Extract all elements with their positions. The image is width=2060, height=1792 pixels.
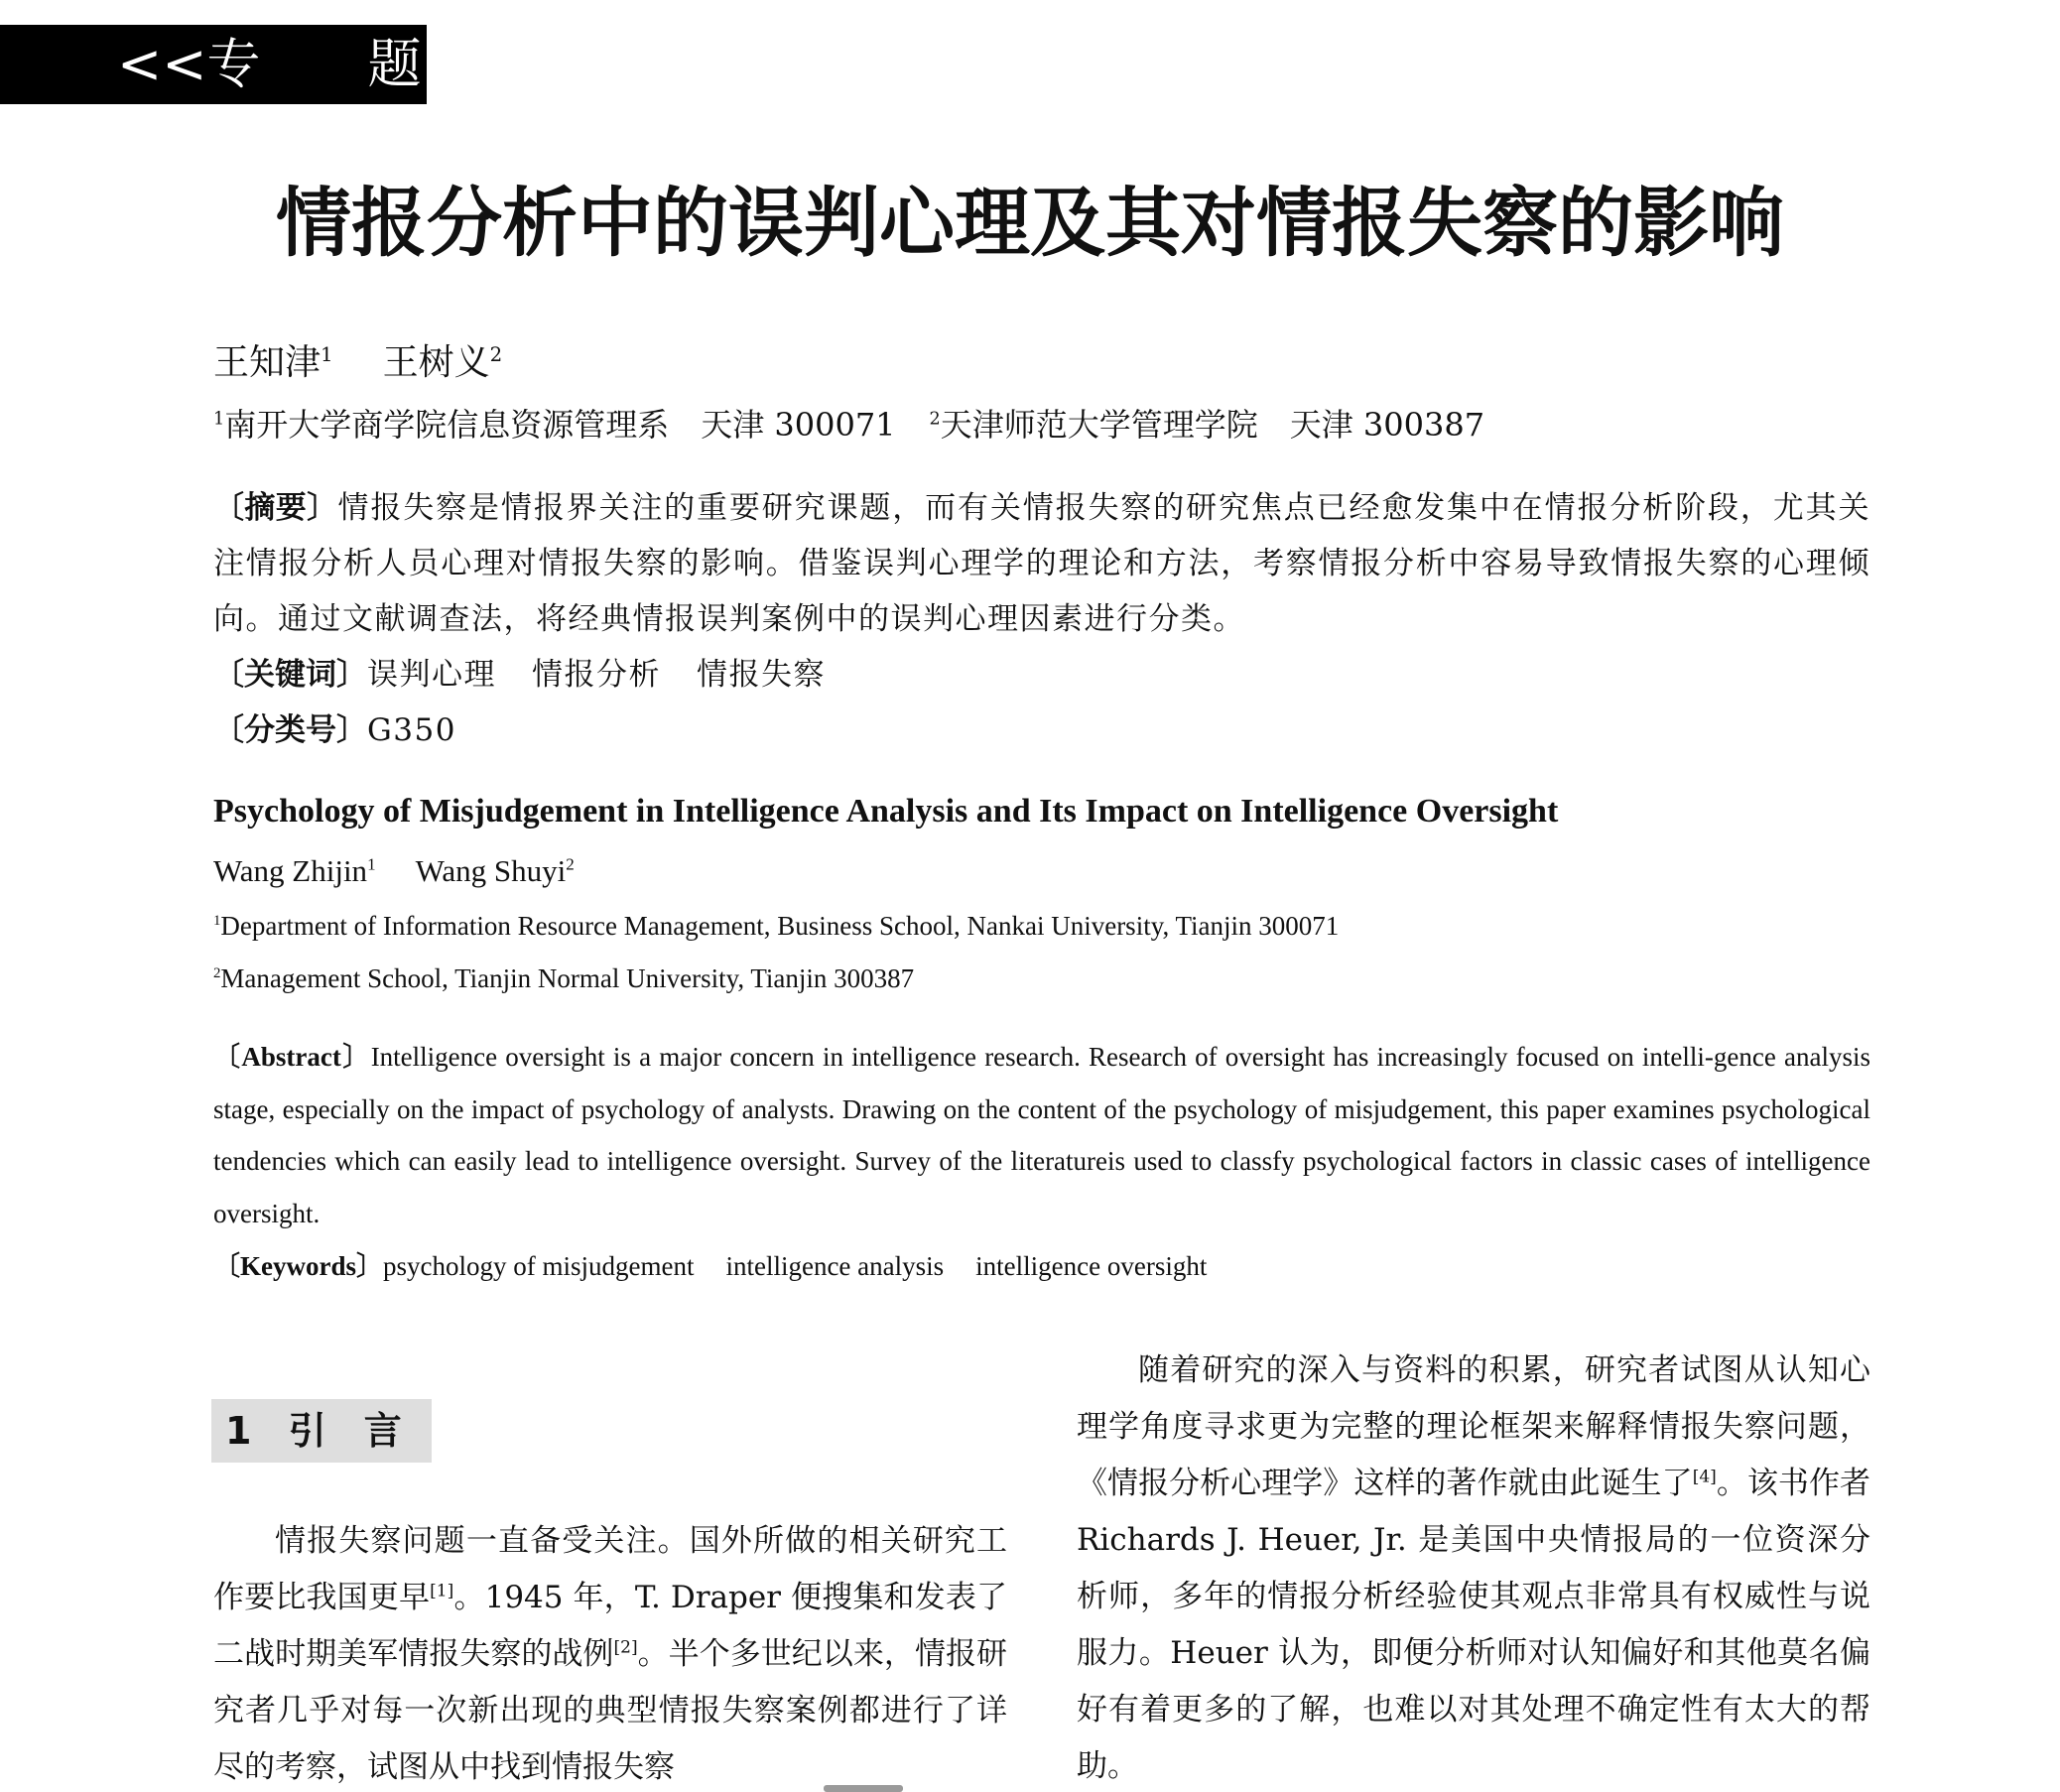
- body-text: 。1945 年，T. Draper 便搜集和发表了二战时期美军情报失察的战例: [213, 1580, 1007, 1672]
- affiliation-mark: 1: [213, 913, 221, 929]
- keyword-item-en: intelligence analysis: [725, 1251, 945, 1281]
- body-text: 情报失察问题一直备受关注。国外所做的相关研究工作要比我国更早: [213, 1523, 1007, 1615]
- classification-label: 〔分类号〕: [213, 712, 367, 748]
- section-number: 1: [225, 1409, 252, 1453]
- affiliation-en-2: [213, 952, 914, 1005]
- classification-number: [213, 703, 456, 758]
- keywords-cn: [213, 647, 826, 703]
- section-tab-back-link[interactable]: <<专 题: [0, 25, 427, 104]
- affiliation-text: 南开大学商学院信息资源管理系 天津 300071: [224, 406, 896, 444]
- abstract-cn: [213, 480, 1870, 647]
- section-heading: [211, 1399, 432, 1463]
- keyword-item: 情报分析: [532, 657, 661, 693]
- body-column-left: [213, 1513, 1007, 1792]
- abstract-en: [213, 1031, 1870, 1239]
- affiliations-cn: [213, 397, 1484, 452]
- citation-mark: [4]: [1692, 1467, 1717, 1487]
- abstract-cn-text: 情报失察是情报界关注的重要研究课题，而有关情报失察的研究焦点已经愈发集中在情报分析阶段，尤其关注情报分析人员心理对情报失察的影响。借鉴误判心理学的理论和方法，考察情报分析中容易导致情报失察的心理倾向。通过文献调查法，将经典情报误判案例中的误判心理因素进行分类。: [213, 490, 1870, 637]
- scrollbar-thumb[interactable]: [824, 1785, 903, 1792]
- keyword-item-en: intelligence oversight: [975, 1251, 1208, 1281]
- abstract-en-label: 〔Abstract〕: [213, 1042, 371, 1072]
- body-paragraph: [1077, 1343, 1870, 1792]
- body-column-right: [1077, 1343, 1870, 1792]
- affiliation-text-en: Management School, Tianjin Normal University, Tianjin 300387: [220, 963, 915, 993]
- body-text: 。该书作者 Richards J. Heuer, Jr. 是美国中央情报局的一位资深分析师，多年的情报分析经验使其观点非常具有权威性与说服力。Heuer 认为，即便分析师对认知偏好和其他莫名偏好有着更多的了解，也难以对其处理不确定性有太大的帮助。: [1077, 1466, 1870, 1784]
- affiliation-mark: 1: [213, 409, 225, 430]
- author-affiliation-mark: 1: [367, 854, 376, 874]
- author-affiliation-mark: 2: [566, 854, 575, 874]
- keyword-item-en: psychology of misjudgement: [383, 1251, 695, 1281]
- body-text: 随着研究的深入与资料的积累，研究者试图从认知心理学角度寻求更为完整的理论框架来解释情报失察问题，《情报分析心理学》这样的著作就由此诞生了: [1077, 1352, 1870, 1501]
- citation-mark: [1]: [430, 1581, 454, 1601]
- author-name-en: Wang Zhijin: [213, 853, 368, 888]
- author-list-cn: [213, 335, 502, 391]
- keyword-item: 情报失察: [697, 657, 826, 693]
- author-affiliation-mark: 1: [321, 343, 333, 366]
- english-title: Psychology of Misjudgement in Intelligence Analysis and Its Impact on Intelligence Oversight: [213, 793, 1559, 830]
- body-paragraph: [213, 1513, 1007, 1792]
- keywords-en: [213, 1240, 1207, 1292]
- section-title: 引 言: [288, 1409, 402, 1453]
- classification-value: G350: [367, 712, 456, 748]
- affiliation-mark: 2: [929, 409, 941, 430]
- affiliation-mark: 2: [213, 965, 221, 981]
- affiliation-text: 天津师范大学管理学院 天津 300387: [940, 406, 1485, 444]
- author-name: 王树义: [382, 342, 490, 383]
- author-affiliation-mark: 2: [489, 343, 503, 366]
- paper-title: 情报分析中的误判心理及其对情报失察的影响: [276, 179, 1784, 267]
- keywords-cn-label: 〔关键词〕: [213, 657, 367, 693]
- author-list-en: [213, 843, 575, 899]
- body-text: 。半个多世纪以来，情报研究者几乎对每一次新出现的典型情报失察案例都进行了详尽的考察，试图从中找到情报失察: [213, 1636, 1007, 1785]
- author-name-en: Wang Shuyi: [415, 853, 567, 888]
- citation-mark: [2]: [613, 1637, 638, 1658]
- keyword-item: 误判心理: [367, 657, 496, 693]
- affiliation-en-1: [213, 899, 1339, 953]
- abstract-en-text: Intelligence oversight is a major concern in intelligence research. Research of oversight has increasingly focused on intelli-gence analysis stage, especially on the impact of psychology of analysts. Drawing on the content of the psychology of misjudgement, this paper examines psychological tendencies which can easily lead to intelligence oversight. Survey of the literatureis used to classfy psychological factors in classic cases of intelligence oversight.: [213, 1042, 1870, 1228]
- abstract-cn-label: 〔摘要〕: [213, 490, 338, 526]
- author-name: 王知津: [213, 342, 322, 383]
- keywords-en-label: 〔Keywords〕: [213, 1251, 383, 1281]
- affiliation-text-en: Department of Information Resource Management, Business School, Nankai University, Tianjin 300071: [220, 911, 1340, 941]
